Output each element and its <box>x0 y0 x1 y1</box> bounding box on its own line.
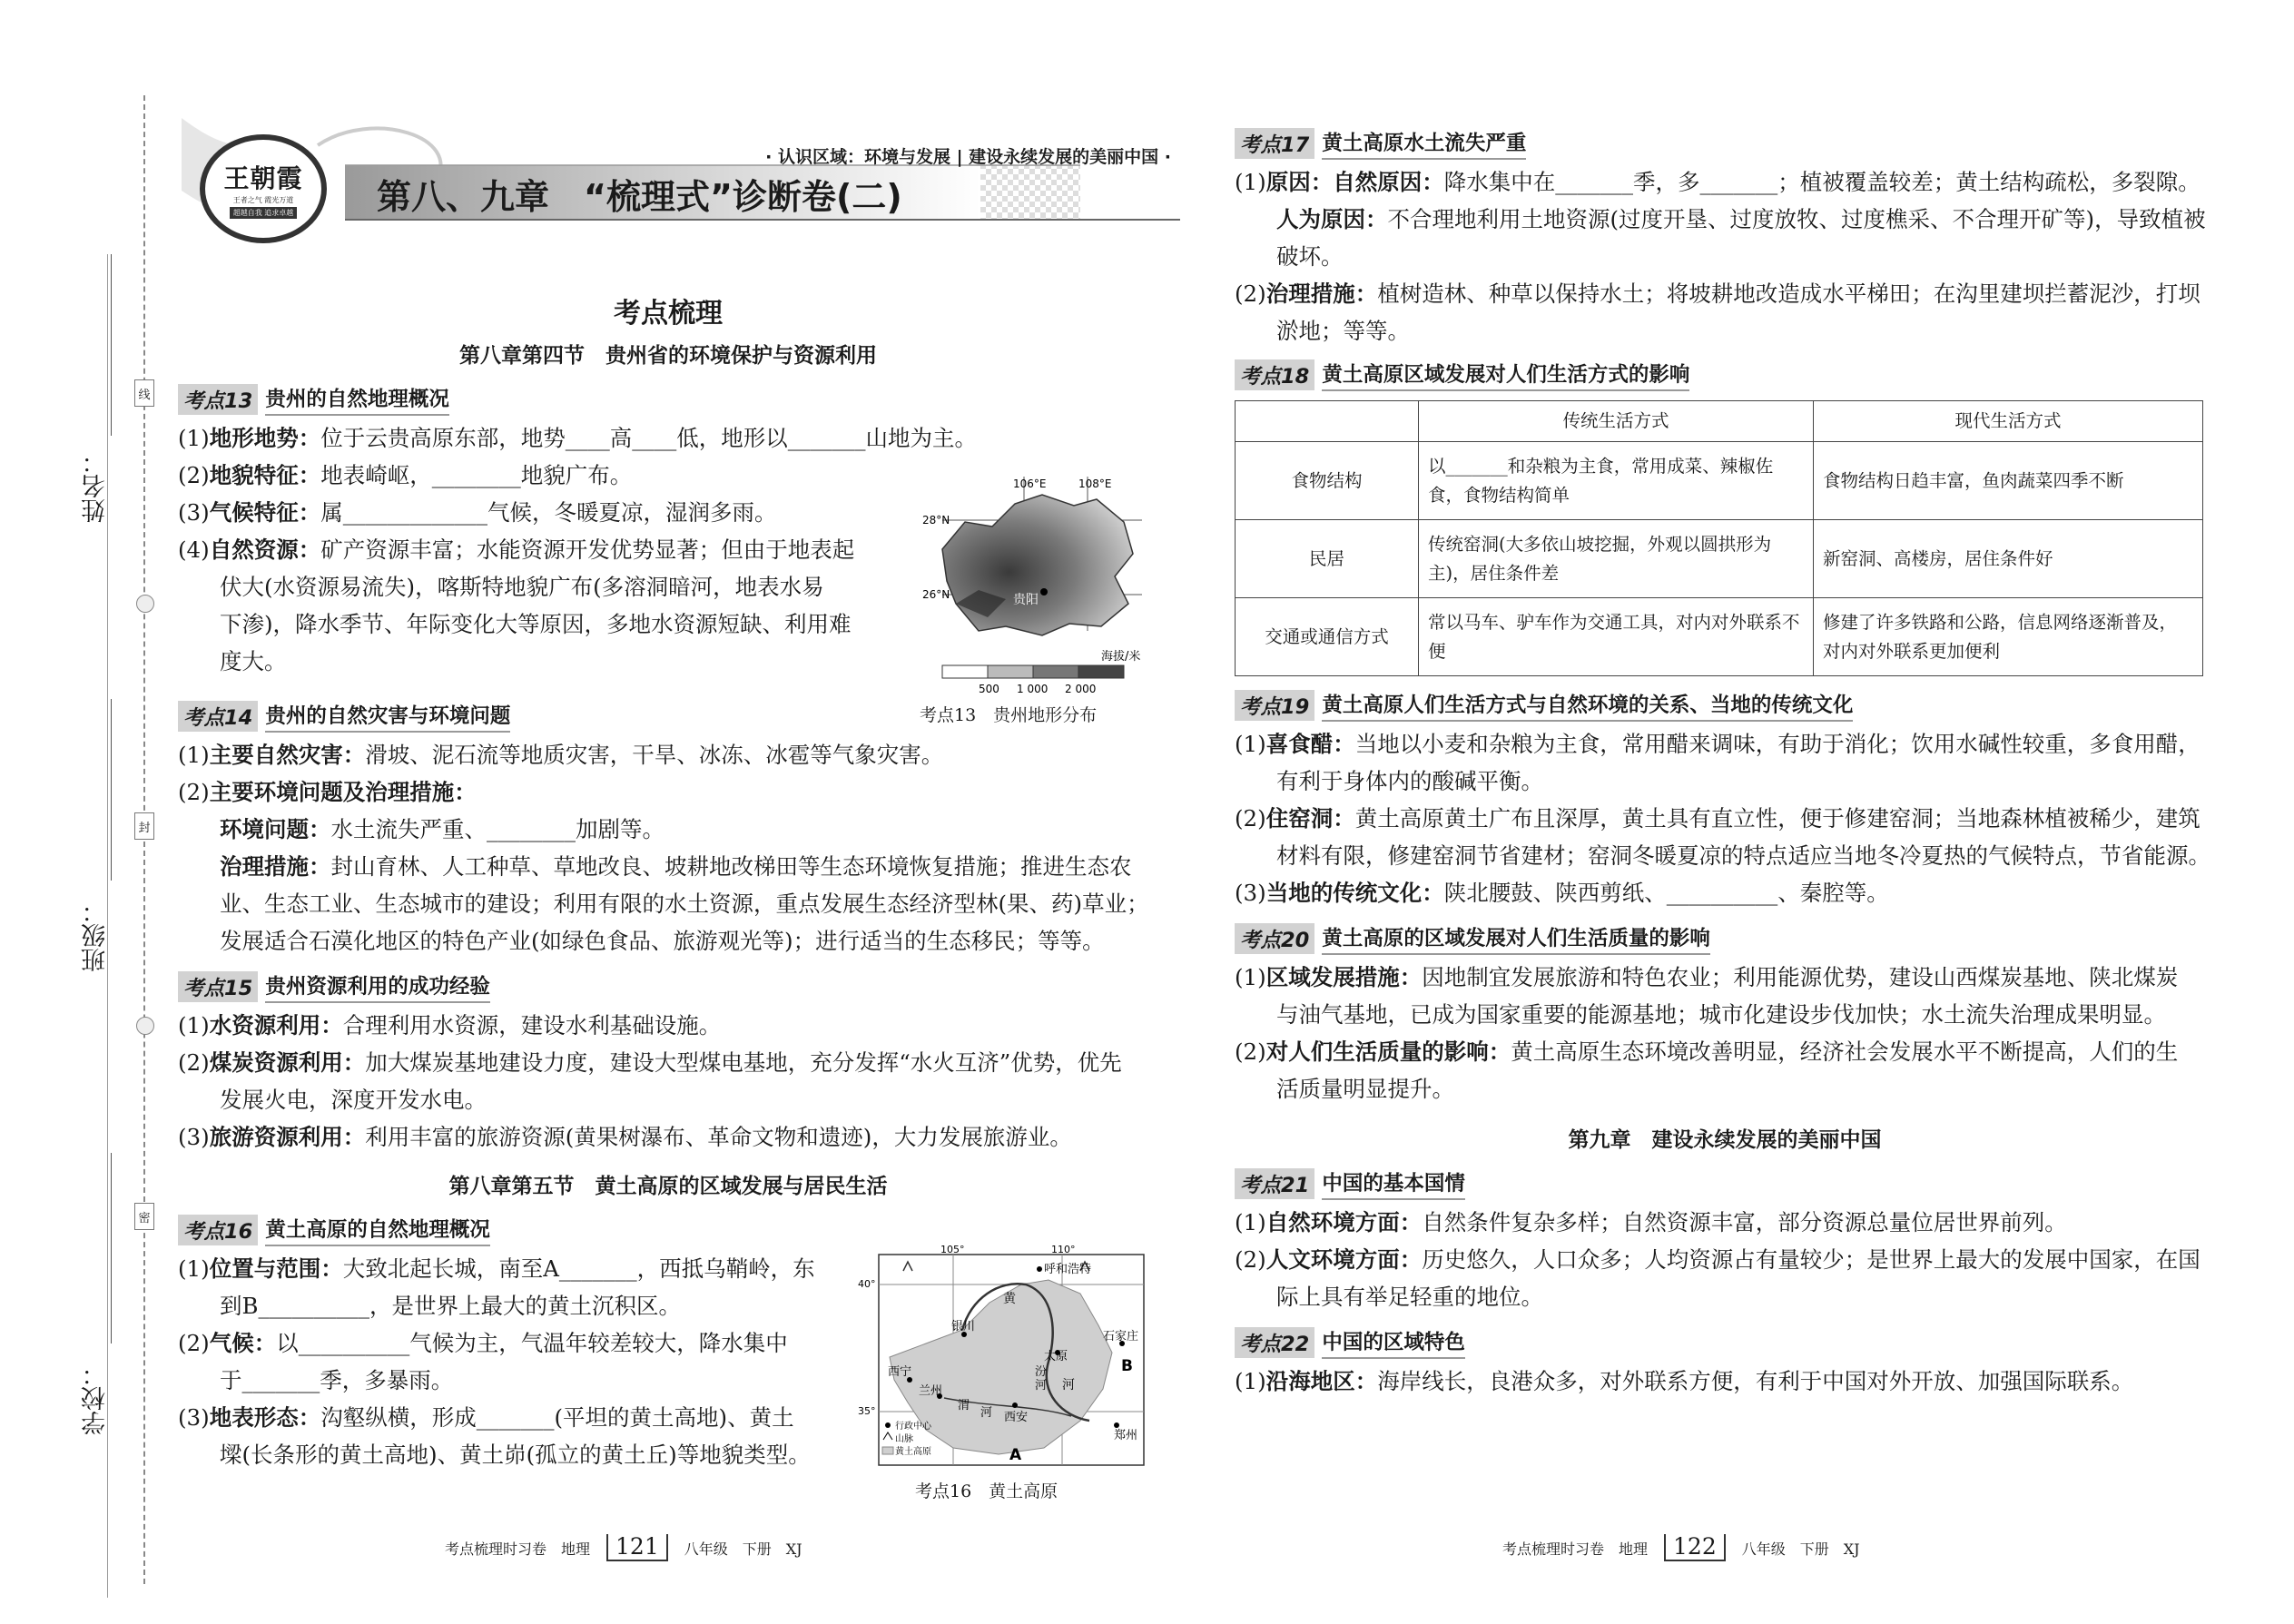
content-line: 下渗)，降水季节、年际变化大等原因，多地水资源短缺、利用难 <box>220 611 852 637</box>
river-label: 渭 <box>958 1399 970 1412</box>
content-line: (2)地貌特征：地表崎岖，________地貌广布。 <box>178 462 633 488</box>
content-line: (1)原因：自然原因：降水集中在_______季，多_______；植被覆盖较差；黄土结构疏松，多裂隙。 <box>1235 169 2200 195</box>
header-banner <box>163 109 1180 245</box>
kaodian-heading <box>1235 1326 2215 1359</box>
content-line: 破坏。 <box>1276 243 1344 270</box>
content-line: (1)自然环境方面：自然条件复杂多样；自然资源丰富，部分资源总量位居世界前列。 <box>1235 1209 2067 1235</box>
content-line: (3)旅游资源利用：利用丰富的旅游资源(黄果树瀑布、革命文物和遗迹)，大力发展旅游业。 <box>178 1124 1072 1150</box>
content-line: (1)主要自然灾害：滑坡、泥石流等地质灾害，干旱、冰冻、冰雹等气象灾害。 <box>178 742 944 768</box>
map-caption: 考点13 贵州地形分布 <box>920 705 1098 725</box>
kaodian-tag: 考点16 <box>178 1215 258 1245</box>
page-footer-right <box>1502 1534 1860 1561</box>
name-field-label: 姓名： <box>82 449 110 523</box>
kaodian-title: 贵州资源利用的成功经验 <box>265 970 490 1003</box>
kaodian-tag: 考点15 <box>178 971 258 1002</box>
map-label: 110° <box>1051 1244 1076 1255</box>
footer-book: 考点梳理时习卷 地理 <box>445 1540 591 1558</box>
content-line: (1)喜食醋：当地以小麦和杂粮为主食，常用醋来调味，有助于消化；饮用水碱性较重，多食用醋， <box>1235 731 2200 757</box>
map-city-label: 郑州 <box>1114 1429 1138 1442</box>
content-line: (2)人文环境方面：历史悠久，人口众多；人均资源占有量较少；是世界上最大的发展中国家，在国 <box>1235 1246 2200 1273</box>
map-label: 26°N <box>922 588 950 601</box>
table-header-cell: 传统生活方式 <box>1419 401 1814 442</box>
loess-plateau-map <box>853 1244 1153 1502</box>
content-line: (2)气候：以__________气候为主，气温年较差较大，降水集中 <box>178 1330 788 1356</box>
map-city-label: 西宁 <box>888 1365 912 1379</box>
logo-subtext: 超越自我 追求卓越 <box>230 207 298 219</box>
guizhou-terrain-map <box>915 468 1160 726</box>
table-header-cell: 现代生活方式 <box>1814 401 2203 442</box>
logo-subtext: 王者之气 霞光万道 <box>232 196 294 204</box>
seal-mark-line: 线 <box>134 379 154 407</box>
content-line: 淤地；等等。 <box>1276 318 1410 344</box>
table-cell: 以_______和杂粮为主食，常用成菜、辣椒佐食，食物结构简单 <box>1419 442 1814 520</box>
class-field-label: 班级： <box>82 899 110 972</box>
content-line: (1)位置与范围：大致北起长城，南至A_______，西抵乌鞘岭，东 <box>178 1255 815 1282</box>
table-cell: 新窑洞、高楼房，居住条件好 <box>1814 520 2203 598</box>
kaodian-title: 中国的基本国情 <box>1322 1167 1465 1200</box>
name-field-line[interactable] <box>111 254 112 436</box>
page-title: 第八、九章 “梳理式”诊断卷(二) <box>377 177 902 217</box>
content-line: 环境问题：水土流失严重、________加剧等。 <box>220 816 665 842</box>
table-header-row <box>1236 401 2203 442</box>
legend-item: 山脉 <box>895 1434 913 1444</box>
kaodian-tag: 考点20 <box>1235 923 1314 954</box>
river-label: 河 <box>980 1406 993 1420</box>
legend-item: 黄土高原 <box>895 1447 931 1457</box>
kaodian-heading <box>1235 1167 2215 1200</box>
map-city-label: 太原 <box>1044 1350 1068 1363</box>
kaodian-title: 黄土高原的区域发展对人们生活质量的影响 <box>1322 922 1710 955</box>
seal-mark-seal: 封 <box>134 812 154 840</box>
kaodian-heading <box>1235 359 2215 391</box>
kaodian-heading <box>178 970 1158 1003</box>
guizhou-map-graphic <box>915 468 1160 694</box>
content-line: (2)治理措施：植树造林、种草以保持水土；将坡耕地改造成水平梯田；在沟里建坝拦蓄泥沙，打坝 <box>1235 281 2200 307</box>
logo-text: 王朝霞 <box>223 163 303 193</box>
table-row <box>1236 520 2203 598</box>
content-line: (2)住窑洞：黄土高原黄土广布且深厚，黄土具有直立性，便于修建窑洞；当地森林植被稀少，建筑 <box>1235 805 2200 832</box>
content-line: (1)地形地势：位于云贵高原东部，地势____高____低，地形以_______山地为主。 <box>178 425 977 451</box>
cut-line <box>143 95 145 1584</box>
content-line: 际上具有举足轻重的地位。 <box>1276 1284 1543 1310</box>
table-cell: 交通或通信方式 <box>1236 598 1419 676</box>
table-cell: 传统窑洞(大多依山坡挖掘，外观以圆拱形为主)，居住条件差 <box>1419 520 1814 598</box>
content-line: (3)地表形态：沟壑纵横，形成_______(平坦的黄土高地)、黄土 <box>178 1404 794 1431</box>
content-line: 到B__________，是世界上最大的黄土沉积区。 <box>220 1293 682 1319</box>
binding-hole <box>136 595 154 613</box>
map-caption: 考点16 黄土高原 <box>915 1481 1058 1501</box>
river-label: 河 <box>1062 1378 1075 1393</box>
table-row <box>1236 442 2203 520</box>
table-cell: 常以马车、驴车作为交通工具，对内对外联系不便 <box>1419 598 1814 676</box>
school-field-line[interactable] <box>111 1153 112 1343</box>
table-cell: 民居 <box>1236 520 1419 598</box>
content-line: (1)水资源利用：合理利用水资源，建设水利基础设施。 <box>178 1012 722 1038</box>
content-line: (3)气候特征：属_____________气候，冬暖夏凉，湿润多雨。 <box>178 499 777 526</box>
river-label: 汾 <box>1035 1365 1048 1379</box>
kaodian-heading <box>178 1214 1158 1246</box>
map-label: 105° <box>940 1244 965 1255</box>
kaodian-tag: 考点17 <box>1235 128 1314 159</box>
kaodian-heading <box>1235 689 2215 722</box>
footer-grade: 八年级 下册 XJ <box>1741 1540 1860 1558</box>
kaodian-title: 黄土高原区域发展对人们生活方式的影响 <box>1322 359 1689 391</box>
content-line: 墚(长条形的黄土高地)、黄土峁(孤立的黄土丘)等地貌类型。 <box>220 1442 811 1468</box>
map-label: 106°E <box>1013 477 1047 490</box>
table-header-cell <box>1236 401 1419 442</box>
content-line: 有利于身体内的酸碱平衡。 <box>1276 768 1543 794</box>
legend-item: 行政中心 <box>895 1422 931 1432</box>
kaodian-tag: 考点18 <box>1235 359 1314 390</box>
kaodian-title: 贵州的自然灾害与环境问题 <box>265 700 510 733</box>
river-label: 河 <box>1035 1379 1048 1393</box>
page-footer-left <box>445 1534 802 1561</box>
kaodian-tag: 考点21 <box>1235 1168 1314 1199</box>
map-point-label: A <box>1009 1446 1022 1464</box>
kaodian-title: 黄土高原的自然地理概况 <box>265 1214 490 1246</box>
map-legend-title: 海拔/米 <box>1101 650 1141 664</box>
content-line: (4)自然资源：矿产资源丰富；水能资源开发优势显著；但由于地表起 <box>178 536 855 563</box>
page-number: 122 <box>1664 1534 1726 1561</box>
table-cell: 食物结构日趋丰富，鱼肉蔬菜四季不断 <box>1814 442 2203 520</box>
table-row <box>1236 598 2203 676</box>
content-line: 与油气基地，已成为国家重要的能源基地；城市化建设步伐加快；水土流失治理成果明显。 <box>1276 1001 2166 1028</box>
legend-value: 1 000 <box>1017 683 1049 694</box>
content-line: 伏大(水资源易流失)，喀斯特地貌广布(多溶洞暗河，地表水易 <box>220 574 824 600</box>
content-line: 活质量明显提升。 <box>1276 1076 1454 1102</box>
right-column <box>1235 127 2215 1400</box>
kaodian-title: 黄土高原水土流失严重 <box>1322 127 1526 160</box>
content-line: (3)当地的传统文化：陕北腰鼓、陕西剪纸、__________、秦腔等。 <box>1235 880 1889 906</box>
section-heading: 第八章第五节 黄土高原的区域发展与居民生活 <box>448 1175 888 1198</box>
river-label: 黄 <box>1003 1292 1016 1306</box>
kaodian-heading <box>178 383 1158 416</box>
footer-grade: 八年级 下册 XJ <box>684 1540 802 1558</box>
content-line: (1)区域发展措施：因地制宜发展旅游和特色农业；利用能源优势，建设山西煤炭基地、陕北煤炭 <box>1235 964 2179 990</box>
seal-mark-secret: 密 <box>134 1203 154 1230</box>
binding-margin <box>0 0 163 1624</box>
kaodian-heading <box>1235 922 2215 955</box>
binding-hole <box>136 1017 154 1035</box>
content-line: 发展火电，深度开发水电。 <box>220 1087 487 1113</box>
kaodian-tag: 考点13 <box>178 384 258 415</box>
content-line: 业、生态工业、生态城市的建设；利用有限的水土资源，重点发展生态经济型林(果、药)草业； <box>220 891 1149 917</box>
section-overview-heading: 考点梳理 <box>614 298 723 330</box>
map-point-label: B <box>1121 1357 1133 1375</box>
content-line: 于_______季，多暴雨。 <box>220 1367 454 1393</box>
kaodian-title: 中国的区域特色 <box>1322 1326 1465 1359</box>
content-line: 发展适合石漠化地区的特色产业(如绿色食品、旅游观光等)；进行适当的生态移民；等等。 <box>220 928 1105 954</box>
map-city-label: 银川 <box>951 1320 976 1334</box>
map-label: 28°N <box>922 514 950 527</box>
content-line: (2)煤炭资源利用：加大煤炭基地建设力度，建设大型煤电基地，充分发挥“水火互济”优势，优先 <box>178 1049 1122 1076</box>
map-city-label: 呼和浩特 <box>1044 1263 1092 1276</box>
map-label: 40° <box>858 1278 876 1290</box>
footer-book: 考点梳理时习卷 地理 <box>1502 1540 1649 1558</box>
map-city-label: 兰州 <box>919 1384 943 1398</box>
kaodian-title: 贵州的自然地理概况 <box>265 383 449 416</box>
content-line: 材料有限，修建窑洞节省建材；窑洞冬暖夏凉的特点适应当地冬冷夏热的气候特点，节省能源。 <box>1276 842 2210 869</box>
section-heading: 第八章第四节 贵州省的环境保护与资源利用 <box>459 344 877 368</box>
series-tagline: · 认识区域：环境与发展 | 建设永续发展的美丽中国 · <box>765 147 1171 167</box>
kaodian-heading <box>1235 127 2215 160</box>
map-city-label: 西安 <box>1004 1411 1029 1424</box>
map-label: 108°E <box>1078 477 1112 490</box>
content-line: (1)沿海地区：海岸线长，良港众多，对外联系方便，有利于中国对外开放、加强国际联系。 <box>1235 1368 2134 1394</box>
section-heading: 第九章 建设永续发展的美丽中国 <box>1568 1128 1882 1152</box>
content-line: 度大。 <box>220 648 287 674</box>
lifestyle-table <box>1235 400 2203 676</box>
class-field-line[interactable] <box>111 699 112 881</box>
legend-value: 500 <box>979 683 999 694</box>
loess-map-graphic <box>853 1244 1153 1471</box>
map-city-label: 石家庄 <box>1103 1330 1139 1343</box>
map-city-label: 贵阳 <box>1013 593 1039 607</box>
content-line: (2)对人们生活质量的影响：黄土高原生态环境改善明显，经济社会发展水平不断提高，人们的生 <box>1235 1038 2179 1065</box>
kaodian-tag: 考点19 <box>1235 690 1314 721</box>
kaodian-title: 黄土高原人们生活方式与自然环境的关系、当地的传统文化 <box>1322 689 1853 722</box>
page-number: 121 <box>606 1534 668 1561</box>
content-line: (2)主要环境问题及治理措施： <box>178 779 477 805</box>
map-label: 35° <box>858 1405 876 1417</box>
kaodian-tag: 考点14 <box>178 701 258 732</box>
legend-value: 2 000 <box>1065 683 1097 694</box>
school-field-label: 学校： <box>82 1362 110 1435</box>
publisher-logo <box>200 134 327 243</box>
kaodian-tag: 考点22 <box>1235 1327 1314 1358</box>
table-cell: 修建了许多铁路和公路，信息网络逐渐普及，对内对外联系更加便利 <box>1814 598 2203 676</box>
content-line: 人为原因：不合理地利用土地资源(过度开垦、过度放牧、过度樵采、不合理开矿等)，导致植被 <box>1276 206 2206 232</box>
table-cell: 食物结构 <box>1236 442 1419 520</box>
content-line: 治理措施：封山育林、人工种草、草地改良、坡耕地改梯田等生态环境恢复措施；推进生态农 <box>220 853 1132 880</box>
